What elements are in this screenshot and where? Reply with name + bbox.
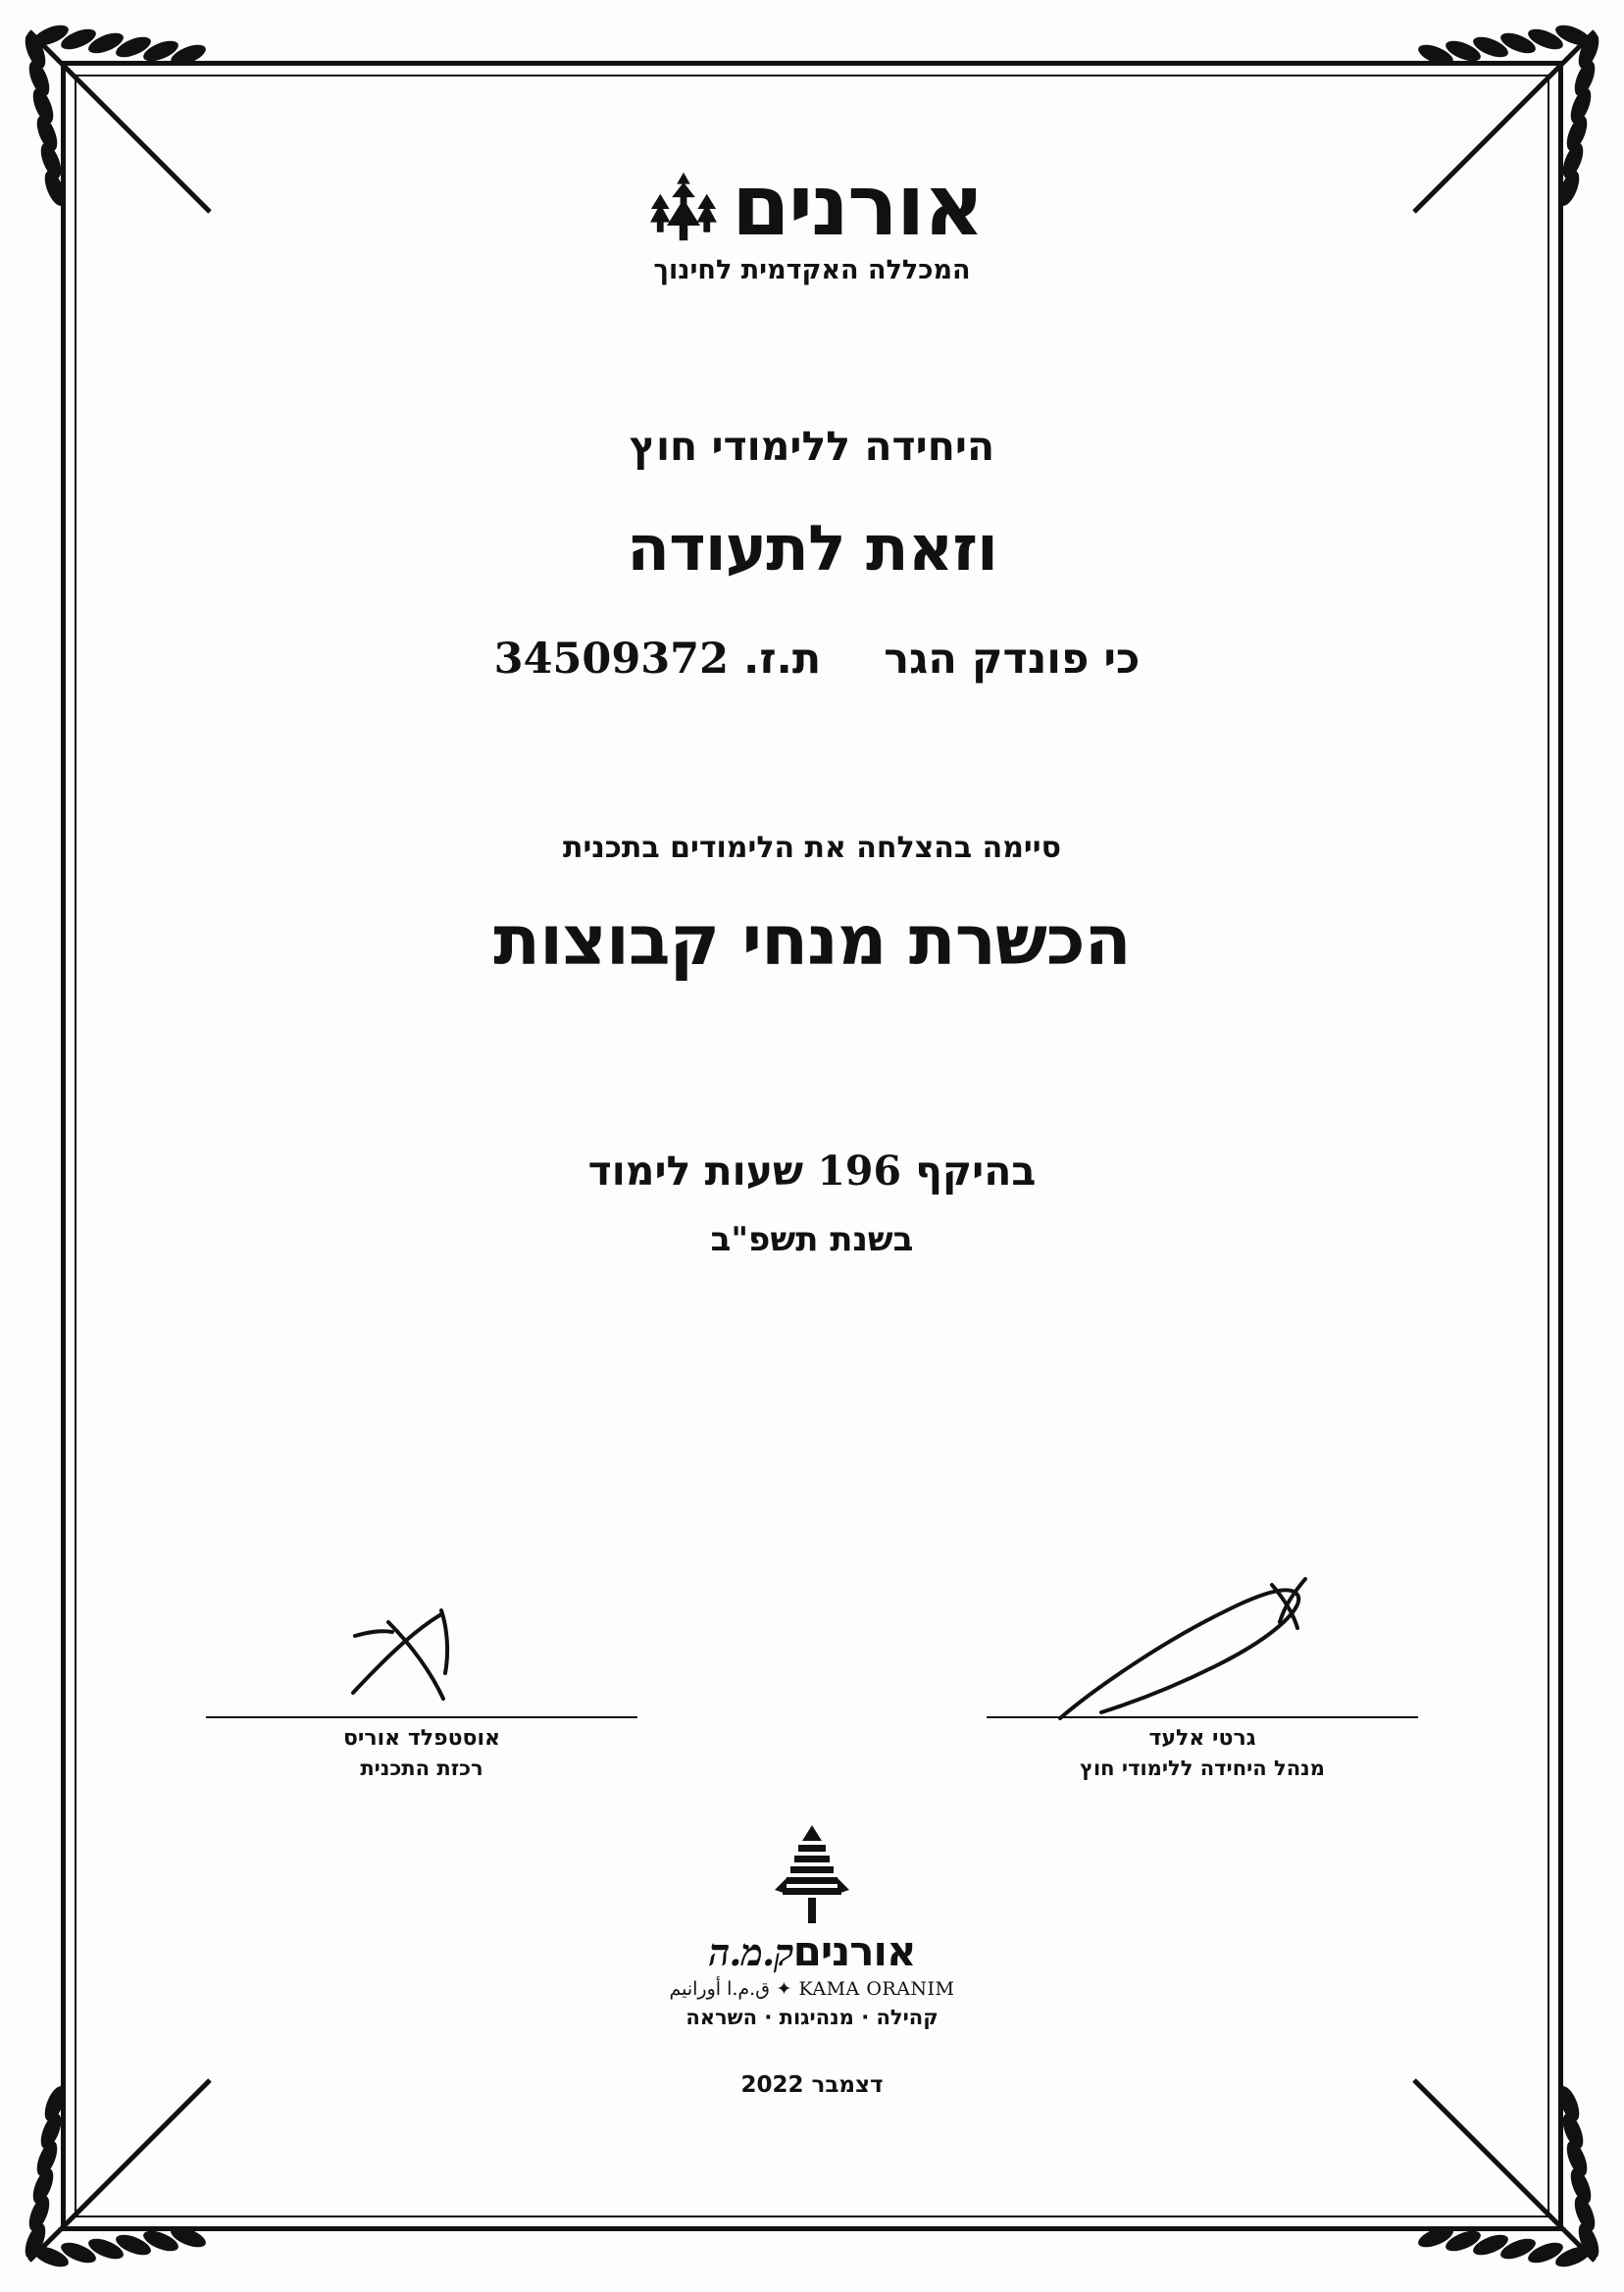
signature-block-secondary xyxy=(206,1569,637,1780)
completion-line: סיימה בהצלחה את הלימודים בתכנית xyxy=(562,830,1061,865)
hours-prefix: בהיקף xyxy=(915,1146,1037,1195)
signature-name: אוסטפלד אוריס xyxy=(342,1726,501,1751)
signature-block-primary xyxy=(987,1569,1418,1780)
signature-role: מנהל היחידה ללימודי חוץ xyxy=(1080,1757,1325,1780)
institution-logo-wordmark: אורנים xyxy=(731,157,984,255)
signature-name: גרטי אלעד xyxy=(1148,1726,1256,1751)
pine-tree-icon xyxy=(641,171,726,247)
footer-wordmark-hebrew: אורנים xyxy=(792,1927,916,1975)
footer-block xyxy=(147,1821,1477,2098)
handwritten-signature-icon xyxy=(987,1569,1418,1716)
recipient-name: כי פונדק הגר xyxy=(884,634,1141,684)
year-line: בשנת תשפ"ב xyxy=(710,1219,914,1259)
recipient-id-number: 34509372 xyxy=(493,634,730,684)
hours-value: 196 xyxy=(817,1146,901,1195)
recipient-id-label: ת.ז. xyxy=(743,634,822,684)
recipient-id xyxy=(484,635,822,684)
certificate-title: וזאת לתעודה xyxy=(627,512,997,586)
footer-latin-line: KAMA ORANIM ✦ ق.م.ا أورانيم xyxy=(669,1978,955,2000)
footer-wordmark xyxy=(147,1927,1477,1975)
hours-line xyxy=(147,1147,1477,1195)
kama-oranim-logo-icon xyxy=(765,1821,859,1929)
program-name: הכשרת מנחי קבוצות xyxy=(493,899,1131,981)
signature-role: רכזת התכנית xyxy=(360,1757,483,1780)
recipient-row xyxy=(147,635,1477,684)
signature-section xyxy=(147,1569,1477,1780)
certificate-content xyxy=(147,127,1477,2174)
handwritten-signature-icon xyxy=(206,1569,637,1716)
institution-logo-subtitle: המכללה האקדמית לחינוך xyxy=(653,254,971,285)
issue-date: דצמבר 2022 xyxy=(740,2072,884,2098)
unit-line: היחידה ללימודי חוץ xyxy=(629,422,995,470)
footer-tagline: קהילה · מנהיגות · השראה xyxy=(685,2006,939,2029)
institution-logo xyxy=(147,157,1477,285)
footer-wordmark-prefix: ק.מ.ה xyxy=(708,1930,793,1974)
hours-suffix: שעות לימוד xyxy=(587,1146,804,1195)
